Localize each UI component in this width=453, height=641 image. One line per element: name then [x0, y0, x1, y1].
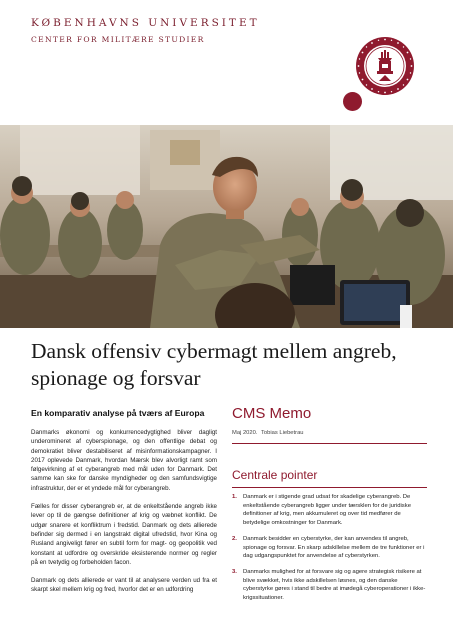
body-paragraph: Danmarks økonomi og konkurrencedygtighed bliver dagligt underomineret af cyberspionage, og den offentlige debat og demokratiet bliver destabiliseret af misinformationskampagner. I 2017 oplevede Danmark, hvordan Mærsk blev alvorligt ramt som følgevirkning af et cyberangreb med mål uden for Danmark. Det samme kan ske for danske myndigheder og den samfundsvigtige infrastruktur, der er et yndede mål for cyberangreb. — [31, 429, 217, 492]
key-point-number: 1. — [232, 494, 237, 500]
body-paragraph: Fælles for disser cyberangreb er, at de enkeltstående angreb ikke lever op til de gængse definitioner af krig og væbnet konflikt. De udgør snarere et konfliktrum i fredstid. Danmark og dets allierede befinder sig dermed i en langstrakt digital ufredstid, hvor Kina og Rusland angiveligt fører en subtil form for magt- og geopolitik ved konstant at udfordre og overskride eksisterende normer og regler på en tvetydig og forbeholden facon. — [31, 503, 217, 566]
accent-dot — [343, 92, 362, 111]
memo-author: Tobias Liebetrau — [260, 430, 304, 436]
key-point — [232, 568, 428, 603]
memo-meta — [232, 430, 306, 436]
key-point-number: 3. — [232, 568, 237, 575]
cover-photo — [0, 125, 453, 328]
memo-label: CMS Memo — [232, 405, 312, 422]
center-name: CENTER FOR MILITÆRE STUDIER — [31, 35, 205, 44]
divider — [232, 487, 427, 488]
key-point-text: Danmarks mulighed for at forsvare sig og agere strategisk risikere at blive svækket, hvis ikke adskillelsen løsnes, og den danske cyberstyrke gøres i stand til bedre at imødegå cyberoperationer i ikke-krigssituationer. — [243, 568, 426, 602]
memo-date: Maj 2020. — [232, 430, 258, 436]
key-point-number: 2. — [232, 535, 237, 542]
university-seal-logo — [355, 36, 415, 96]
key-point-text: Danmark er i stigende grad udsat for skadelige cyberangreb. De enkeltstående cyberangreb ligger under tærsklen for de juridiske definitioner af krig, men akkumuleret og over tid medfører de betydelige omkostninger for Danmark. — [243, 494, 411, 527]
header — [0, 0, 453, 125]
key-point-text: Danmark besidder en cyberstyrke, der kan anvendes til angreb, spionage og forsvar. En skarp adskillelse mellem de tre funktioner er i dag udgangspunktet for anvendelse af cyberstyrken. — [243, 535, 425, 560]
body-text-column — [31, 428, 217, 604]
body-paragraph: Danmark og dets allierede er vant til at analysere verden ud fra et skarpt skel mellem krig og fred, hvorfor det er en udfordring — [31, 577, 217, 594]
soldiers-computer-room-image — [0, 125, 453, 328]
key-points-heading: Centrale pointer — [232, 468, 318, 482]
key-point — [232, 493, 428, 528]
key-point — [232, 535, 428, 561]
university-name: KØBENHAVNS UNIVERSITET — [31, 17, 260, 29]
key-points-list — [232, 493, 428, 610]
document-title: Dansk offensiv cybermagt mellem angreb, spionage og forsvar — [31, 339, 397, 390]
document-subtitle: En komparativ analyse på tværs af Europa — [31, 408, 205, 418]
divider — [232, 443, 427, 444]
